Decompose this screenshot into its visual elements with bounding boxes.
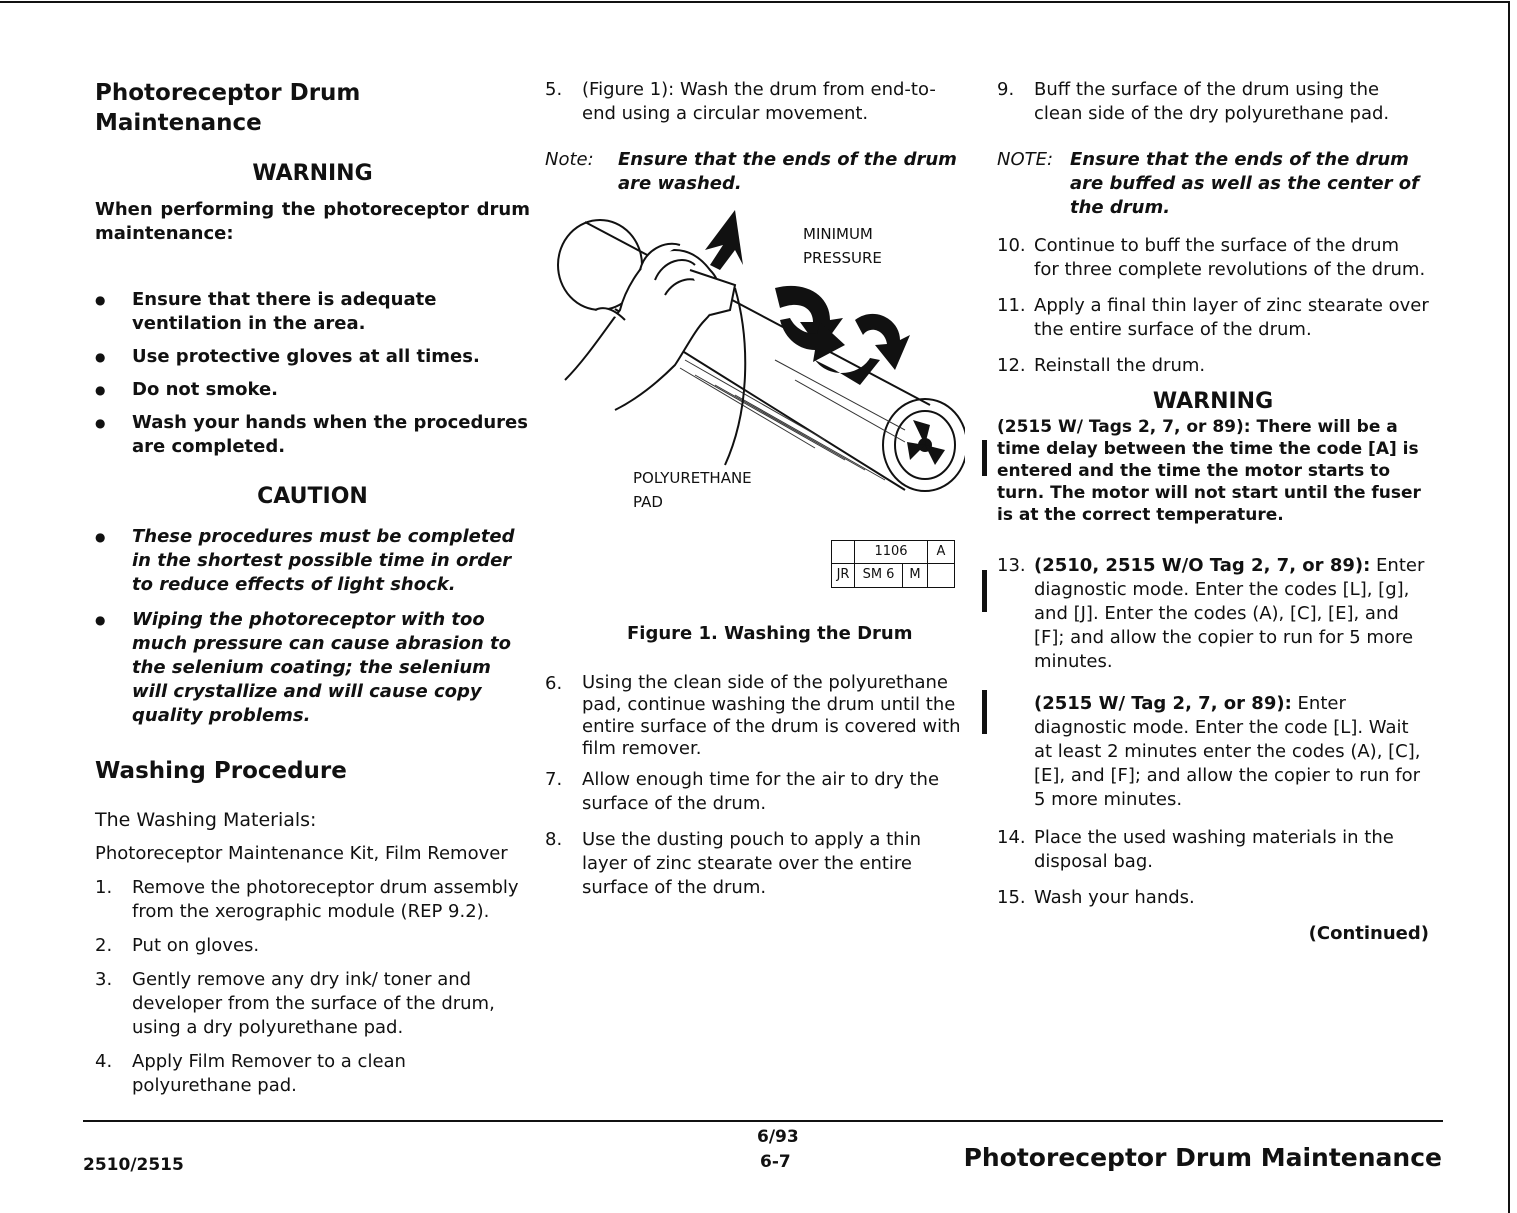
list-item (997, 78, 1429, 126)
figure-code-box (831, 540, 955, 588)
list-item (95, 968, 530, 1040)
note-text: Ensure that the ends of the drum are washed. (618, 149, 957, 194)
step-number: 13. (997, 555, 1026, 576)
step-text: Remove the photoreceptor drum assembly from the xerographic module (REP 9.2). (132, 877, 519, 922)
label-line: MINIMUM (803, 225, 873, 243)
list-item (997, 354, 1429, 378)
step-text: Wash your hands. (1034, 887, 1195, 908)
figure-1 (545, 210, 965, 610)
step-text: (Figure 1): Wash the drum from end-to-end using a circular movement. (582, 79, 936, 124)
list-item: ● Wiping the photoreceptor with too much pressure can cause abrasion to the selenium coating; the selenium will crystallize and will cause copy quality problems. (95, 608, 530, 728)
step-text: Apply a final thin layer of zinc stearate over the entire surface of the drum. (1034, 295, 1429, 340)
code-sm: SM 6 (855, 564, 903, 587)
step-number: 14. (997, 827, 1026, 848)
steps-14-15 (997, 826, 1429, 910)
page-frame-top (0, 1, 1510, 3)
note-label: Note: (545, 149, 594, 170)
washing-procedure-title: Washing Procedure (95, 758, 347, 784)
middle-column (545, 78, 965, 900)
section-title: Photoreceptor Drum Maintenance (95, 80, 361, 136)
step-number: 3. (95, 969, 113, 990)
step-text: Gently remove any dry ink/ toner and developer from the surface of the drum, using a dry polyurethane pad. (132, 969, 495, 1038)
step-13-alternate (997, 692, 1429, 812)
warning-heading: WARNING (252, 161, 373, 186)
materials-label: The Washing Materials: (95, 809, 317, 831)
list-item (95, 1050, 530, 1098)
list-item: ● Do not smoke. (95, 378, 530, 402)
step-number: 12. (997, 355, 1026, 376)
list-item: ● Wash your hands when the procedures are completed. (95, 411, 530, 459)
pad-leader-line (725, 288, 745, 465)
caution-heading: CAUTION (257, 484, 368, 509)
steps-10-12 (997, 234, 1429, 378)
step-text: Use the dusting pouch to apply a thin layer of zinc stearate over the entire surface of the drum. (582, 829, 921, 898)
code-m: M (903, 564, 928, 587)
list-item (95, 876, 530, 924)
step-text: Apply Film Remover to a clean polyurethane pad. (132, 1051, 406, 1096)
step-text: Place the used washing materials in the disposal bag. (1034, 827, 1394, 872)
step-number: 8. (545, 829, 563, 850)
step-text: Using the clean side of the polyurethane pad, continue washing the drum until the entire surface of the drum is covered with film remover. (582, 672, 961, 759)
label-line: PRESSURE (803, 249, 882, 267)
list-item (997, 886, 1429, 910)
note-text: Ensure that the ends of the drum are buffed as well as the center of the drum. (1070, 149, 1419, 218)
note (997, 148, 1429, 220)
footer-date: 6/93 (757, 1127, 799, 1147)
step-5 (545, 78, 965, 126)
warning-list (95, 288, 530, 459)
step-number: 1. (95, 877, 113, 898)
step-text: Put on gloves. (132, 935, 260, 956)
warning-intro: When performing the photoreceptor drum maintenance: (95, 199, 530, 244)
materials-list: Photoreceptor Maintenance Kit, Film Remover (95, 843, 508, 864)
step-text: Continue to buff the surface of the drum for three complete revolutions of the drum. (1034, 235, 1426, 280)
step-number: 15. (997, 887, 1026, 908)
code-number: 1106 (855, 541, 928, 563)
washing-steps (95, 876, 530, 1098)
list-item: ● Ensure that there is adequate ventilation in the area. (95, 288, 530, 336)
step-text: Enter diagnostic mode. Enter the codes [L], [g], and [J]. Enter the codes (A), [C], [E], and [F]; and allow the copier to run for 5 more minutes. (1034, 555, 1425, 672)
warning-heading: WARNING (1152, 389, 1274, 414)
warning-text: (2515 W/ Tags 2, 7, or 89): There will be a time delay between the time the code [A] is entered and the time the motor starts to turn. The motor will not start until the fuser is at the correct temperature. (997, 417, 1421, 525)
label-line: POLYURETHANE (633, 469, 752, 487)
label-line: PAD (633, 493, 663, 511)
list-item: ● These procedures must be completed in the shortest possible time in order to reduce effects of light shock. (95, 525, 530, 597)
step-number: 11. (997, 295, 1026, 316)
continued-label: (Continued) (1308, 923, 1429, 944)
footer-rule (83, 1120, 1443, 1122)
step-number: 5. (545, 79, 563, 100)
change-bar (982, 440, 987, 476)
list-item (545, 672, 965, 760)
step-number: 2. (95, 935, 113, 956)
drum-end-cap (907, 420, 945, 465)
change-bar (982, 690, 987, 734)
step-condition: (2515 W/ Tag 2, 7, or 89): (1034, 693, 1292, 714)
step-condition: (2510, 2515 W/O Tag 2, 7, or 89): (1034, 555, 1371, 576)
figure-caption: Figure 1. Washing the Drum (627, 623, 913, 644)
step-text: Reinstall the drum. (1034, 355, 1206, 376)
list-item (997, 826, 1429, 874)
footer-page: 6-7 (760, 1152, 791, 1172)
list-item (997, 294, 1429, 342)
step-13 (997, 554, 1429, 674)
note-label: NOTE: (997, 149, 1054, 170)
caution-list (95, 525, 530, 728)
page-frame-right (1508, 1, 1510, 1213)
step-9 (997, 78, 1429, 126)
change-bar (982, 570, 987, 612)
code-jr: JR (832, 564, 855, 587)
minimum-pressure-label (803, 222, 882, 270)
step-number: 7. (545, 769, 563, 790)
step-text: Enter diagnostic mode. Enter the code [L]. Wait at least 2 minutes enter the codes (A), [C], [E], and [F]; and allow the copier to run for 5 more minutes. (1034, 693, 1421, 810)
list-item (545, 78, 965, 126)
list-item (95, 934, 530, 958)
washing-steps-continued (545, 672, 965, 900)
right-column (997, 78, 1429, 946)
footer-model: 2510/2515 (83, 1155, 184, 1175)
list-item (545, 828, 965, 900)
step-number: 9. (997, 79, 1015, 100)
left-column (95, 78, 530, 1098)
step-number: 4. (95, 1051, 113, 1072)
list-item (545, 768, 965, 816)
step-number: 10. (997, 235, 1026, 256)
code-rev: A (936, 544, 946, 559)
list-item (997, 554, 1429, 674)
polyurethane-pad-label (633, 466, 752, 514)
note (545, 148, 965, 196)
list-item (997, 234, 1429, 282)
step-text: Allow enough time for the air to dry the surface of the drum. (582, 769, 940, 814)
step-text: Buff the surface of the drum using the clean side of the dry polyurethane pad. (1034, 79, 1390, 124)
footer-title: Photoreceptor Drum Maintenance (963, 1143, 1442, 1172)
step-number: 6. (545, 673, 563, 694)
list-item: ● Use protective gloves at all times. (95, 345, 530, 369)
